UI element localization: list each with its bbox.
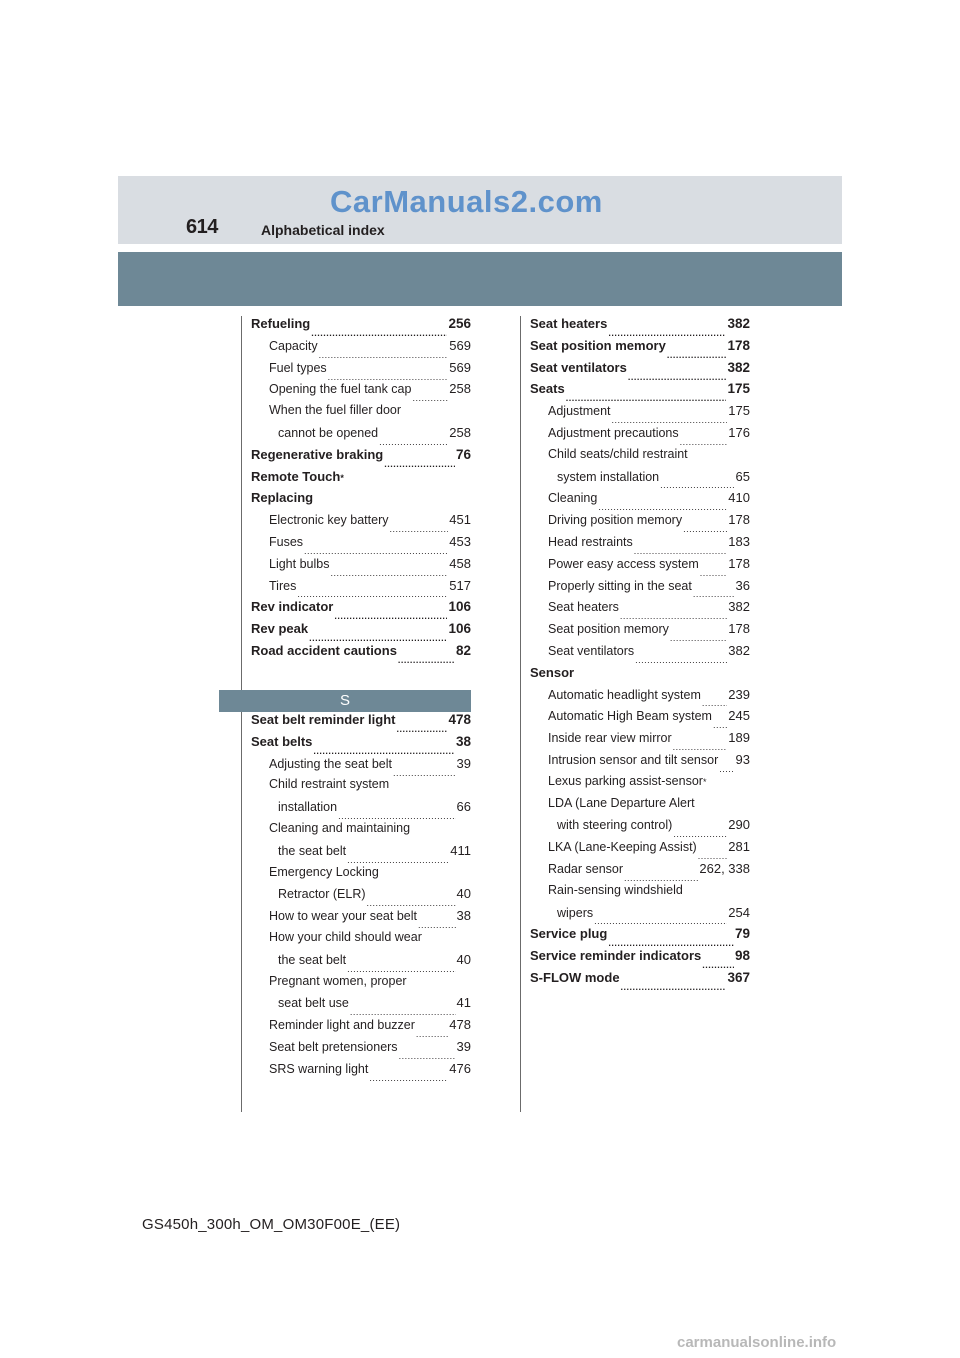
index-entry-page: 175 bbox=[727, 381, 750, 397]
index-entry bbox=[251, 381, 471, 403]
index-entry-term: system installation bbox=[557, 469, 660, 484]
index-entry-page: 258 bbox=[449, 424, 471, 440]
index-entry-term: Fuel types bbox=[269, 360, 327, 375]
dot-leader bbox=[598, 502, 727, 512]
dot-leader bbox=[398, 655, 455, 665]
index-entry-page: 65 bbox=[735, 468, 750, 484]
index-entry-page: 256 bbox=[448, 316, 471, 331]
dot-leader bbox=[634, 546, 728, 556]
index-entry-term: Cleaning bbox=[548, 491, 598, 506]
index-entry-page: 98 bbox=[734, 948, 750, 964]
index-entry-term: Seat ventilators bbox=[548, 643, 635, 658]
index-entry-page: 239 bbox=[728, 686, 750, 702]
index-entry bbox=[251, 643, 471, 665]
index-entry-term: Radar sensor bbox=[548, 861, 624, 876]
index-entry-term: How your child should wear bbox=[269, 929, 422, 944]
index-entry-page: 106 bbox=[448, 599, 471, 615]
index-entry-term: How to wear your seat belt bbox=[269, 909, 417, 924]
index-entry bbox=[530, 381, 750, 403]
index-entry-page: 178 bbox=[728, 621, 750, 637]
index-entry-term: LKA (Lane-Keeping Assist) bbox=[548, 840, 697, 855]
index-entry-term: cannot be opened bbox=[278, 425, 379, 440]
dot-leader bbox=[628, 372, 727, 382]
index-entry-term: Replacing bbox=[251, 490, 314, 506]
index-entry bbox=[530, 687, 750, 709]
index-entry bbox=[251, 316, 471, 338]
dot-leader bbox=[683, 524, 727, 534]
index-entry bbox=[251, 425, 471, 447]
dot-leader bbox=[390, 524, 449, 534]
index-entry-term: Rain-sensing windshield bbox=[548, 882, 683, 897]
index-entry bbox=[530, 469, 750, 491]
index-entry-term: wipers bbox=[557, 905, 594, 920]
index-entry bbox=[251, 712, 471, 734]
index-entry bbox=[251, 777, 471, 799]
right-column-rule bbox=[520, 316, 521, 1112]
index-entry-term: Light bulbs bbox=[269, 556, 330, 571]
index-entry-term: Seat heaters bbox=[530, 316, 608, 331]
index-entry: Lexus parking assist-sensor * bbox=[548, 773, 707, 788]
index-entry-term: Refueling bbox=[251, 316, 311, 331]
index-entry-term: Intrusion sensor and tilt sensor bbox=[548, 752, 719, 767]
index-entry-term: the seat belt bbox=[278, 952, 347, 967]
index-entry bbox=[251, 534, 471, 556]
index-entry bbox=[251, 556, 471, 578]
index-entry bbox=[251, 512, 471, 534]
dot-leader bbox=[330, 568, 448, 578]
index-entry bbox=[251, 843, 471, 865]
index-entry bbox=[251, 599, 471, 621]
index-entry bbox=[530, 708, 750, 730]
dot-leader bbox=[347, 964, 455, 974]
index-entry bbox=[251, 821, 471, 843]
index-entry-page: 66 bbox=[456, 799, 471, 815]
dot-leader bbox=[416, 1029, 448, 1039]
dot-leader bbox=[297, 589, 448, 599]
index-entry bbox=[251, 799, 471, 821]
section-letter-bar: S bbox=[219, 690, 471, 712]
dot-leader bbox=[713, 720, 727, 730]
index-entry bbox=[530, 316, 750, 338]
index-entry-page: 262, 338 bbox=[699, 860, 750, 876]
index-entry-term: Sensor bbox=[530, 664, 575, 680]
index-entry-term: the seat belt bbox=[278, 843, 347, 858]
index-entry bbox=[251, 403, 471, 425]
index-entry-page: 38 bbox=[456, 908, 471, 924]
page-number: 614 bbox=[186, 216, 218, 238]
index-entry-term: Adjustment precautions bbox=[548, 425, 679, 440]
index-entry-term: Seat belts bbox=[251, 733, 313, 749]
index-entry-term: LDA (Lane Departure Alert bbox=[548, 795, 695, 810]
dot-leader bbox=[412, 393, 448, 403]
index-entry-term: seat belt use bbox=[278, 996, 349, 1011]
index-entry bbox=[251, 995, 471, 1017]
index-entry bbox=[530, 905, 750, 927]
dot-leader bbox=[594, 916, 727, 926]
index-entry-term: Automatic High Beam system bbox=[548, 709, 712, 724]
index-entry bbox=[530, 817, 750, 839]
index-entry bbox=[251, 447, 471, 469]
dot-leader bbox=[399, 1051, 456, 1061]
index-entry bbox=[251, 338, 471, 360]
index-entry bbox=[530, 403, 750, 425]
index-entry-page: 245 bbox=[728, 708, 750, 724]
watermark-logo: CarManuals2.com bbox=[330, 184, 603, 219]
dot-leader bbox=[347, 855, 449, 865]
dot-leader bbox=[700, 568, 728, 578]
dot-leader bbox=[621, 982, 727, 992]
dot-leader bbox=[702, 960, 734, 970]
index-entry bbox=[530, 861, 750, 883]
index-entry bbox=[530, 512, 750, 534]
index-entry-page: 382 bbox=[728, 599, 750, 615]
index-entry-page: 40 bbox=[456, 886, 471, 902]
index-entry bbox=[530, 883, 750, 905]
index-entry-term: with steering control) bbox=[557, 818, 673, 833]
index-entry bbox=[251, 952, 471, 974]
index-entry-term: S-FLOW mode bbox=[530, 969, 620, 985]
dot-leader bbox=[680, 437, 728, 447]
index-entry-term: Lexus parking assist-sensor bbox=[548, 773, 703, 788]
index-entry-term: Properly sitting in the seat bbox=[548, 578, 692, 593]
index-entry-page: 382 bbox=[728, 642, 750, 658]
index-entry-page: 189 bbox=[728, 730, 750, 746]
index-entry-term: Seat position memory bbox=[530, 337, 666, 353]
index-entry: Remote Touch * bbox=[251, 468, 344, 484]
index-entry-page: 176 bbox=[728, 424, 750, 440]
dot-leader bbox=[719, 764, 734, 774]
index-entry-page: 458 bbox=[449, 555, 471, 571]
index-entry bbox=[530, 796, 750, 818]
index-entry-term: Power easy access system bbox=[548, 556, 699, 571]
index-entry-page: 93 bbox=[735, 751, 750, 767]
index-entry bbox=[251, 908, 471, 930]
dot-leader bbox=[304, 546, 448, 556]
index-entry-term: Fuses bbox=[269, 534, 304, 549]
index-entry-term: Tires bbox=[269, 578, 297, 593]
index-entry bbox=[530, 948, 750, 970]
index-entry-term: SRS warning light bbox=[269, 1061, 369, 1076]
index-entry-term: When the fuel filler door bbox=[269, 403, 402, 418]
index-entry-page: 451 bbox=[449, 512, 471, 528]
index-entry-term: Child restraint system bbox=[269, 777, 390, 792]
index-entry-page: 254 bbox=[728, 904, 750, 920]
index-entry-term: Seat belt reminder light bbox=[251, 712, 396, 727]
index-entry-page: 411 bbox=[450, 842, 471, 858]
dot-leader bbox=[328, 372, 449, 382]
index-entry bbox=[251, 1061, 471, 1083]
index-column-left-top bbox=[251, 316, 471, 665]
index-entry-page: 281 bbox=[728, 839, 750, 855]
header-color-bar bbox=[118, 252, 842, 306]
index-entry-term: Child seats/child restraint bbox=[548, 446, 688, 461]
index-entry-term: Adjustment bbox=[548, 404, 611, 419]
index-entry-page: 39 bbox=[456, 1038, 471, 1054]
left-column-rule bbox=[241, 316, 242, 1112]
dot-leader bbox=[620, 611, 727, 621]
index-entry-page: 38 bbox=[455, 733, 471, 749]
index-entry-term: Driving position memory bbox=[548, 513, 683, 528]
index-entry bbox=[530, 752, 750, 774]
index-entry-page: 82 bbox=[455, 642, 471, 658]
index-entry bbox=[251, 734, 471, 756]
index-entry bbox=[251, 490, 471, 512]
index-entry bbox=[251, 578, 471, 600]
index-entry-term: Reminder light and buzzer bbox=[269, 1018, 415, 1033]
index-column-right bbox=[530, 316, 750, 992]
index-entry bbox=[530, 621, 750, 643]
index-entry bbox=[530, 665, 750, 687]
index-entry-page: 453 bbox=[449, 533, 471, 549]
index-entry-term: Service reminder indicators bbox=[530, 948, 702, 964]
index-entry-page: 36 bbox=[735, 577, 750, 593]
index-entry-page: 175 bbox=[728, 403, 750, 419]
index-entry-page: 382 bbox=[727, 359, 750, 375]
index-entry-term: Seats bbox=[530, 381, 565, 397]
dot-leader bbox=[693, 589, 735, 599]
index-entry-term: Inside rear view mirror bbox=[548, 731, 672, 746]
dot-leader bbox=[673, 829, 727, 839]
index-entry-term: Capacity bbox=[269, 338, 318, 353]
dot-leader bbox=[418, 920, 456, 930]
index-entry bbox=[530, 643, 750, 665]
index-entry-term: Seat position memory bbox=[548, 622, 669, 637]
index-entry bbox=[530, 338, 750, 360]
dot-leader bbox=[608, 938, 734, 948]
index-entry-page: 178 bbox=[727, 337, 750, 353]
index-entry-page: 178 bbox=[728, 512, 750, 528]
index-entry-page: 290 bbox=[728, 817, 750, 833]
index-entry-term: Remote Touch bbox=[251, 468, 341, 484]
index-entry-page: 106 bbox=[448, 621, 471, 637]
index-entry-term: Head restraints bbox=[548, 534, 633, 549]
index-entry bbox=[251, 756, 471, 778]
dot-leader bbox=[624, 873, 698, 883]
index-entry-term: Seat ventilators bbox=[530, 359, 627, 375]
watermark-footer: carmanualsonline.info bbox=[677, 1334, 837, 1351]
index-entry bbox=[251, 1017, 471, 1039]
index-entry-term: Rev indicator bbox=[251, 599, 334, 615]
dot-leader bbox=[670, 633, 727, 643]
index-entry-page: 76 bbox=[455, 446, 471, 462]
index-entry bbox=[530, 599, 750, 621]
index-entry-term: Regenerative braking bbox=[251, 446, 384, 462]
index-entry-page: 178 bbox=[728, 555, 750, 571]
index-entry bbox=[251, 621, 471, 643]
dot-leader bbox=[338, 811, 455, 821]
index-entry bbox=[530, 534, 750, 556]
index-entry bbox=[251, 1039, 471, 1061]
index-entry-page: 517 bbox=[449, 577, 471, 593]
dot-leader bbox=[698, 851, 728, 861]
index-entry bbox=[530, 490, 750, 512]
dot-leader bbox=[369, 1073, 448, 1083]
index-entry bbox=[530, 360, 750, 382]
index-entry bbox=[251, 865, 471, 887]
dot-leader bbox=[667, 350, 727, 360]
index-entry-term: Seat belt pretensioners bbox=[269, 1039, 398, 1054]
dot-leader bbox=[702, 698, 727, 708]
index-entry-page: 39 bbox=[456, 755, 471, 771]
dot-leader bbox=[566, 393, 727, 403]
dot-leader bbox=[350, 1007, 456, 1017]
index-entry-term: Automatic headlight system bbox=[548, 687, 701, 702]
dot-leader bbox=[334, 611, 447, 621]
index-entry-term: Rev peak bbox=[251, 621, 309, 637]
index-entry-page: 258 bbox=[449, 381, 471, 397]
index-entry-term: Road accident cautions bbox=[251, 642, 397, 658]
index-entry-page: 79 bbox=[734, 926, 750, 942]
dot-leader bbox=[309, 633, 447, 643]
index-entry-term: Pregnant women, proper bbox=[269, 973, 407, 988]
document-code: GS450h_300h_OM_OM30F00E_(EE) bbox=[142, 1216, 401, 1233]
index-entry-term: Adjusting the seat belt bbox=[269, 756, 392, 771]
index-column-left-s bbox=[251, 712, 471, 1083]
index-entry-page: 41 bbox=[456, 995, 471, 1011]
index-entry bbox=[530, 578, 750, 600]
dot-leader bbox=[635, 655, 727, 665]
index-entry-term: Emergency Locking bbox=[269, 864, 379, 879]
index-entry-page: 569 bbox=[449, 359, 471, 375]
index-entry bbox=[530, 926, 750, 948]
index-entry bbox=[251, 930, 471, 952]
dot-leader bbox=[311, 328, 447, 338]
dot-leader bbox=[612, 415, 728, 425]
index-entry bbox=[530, 730, 750, 752]
index-entry bbox=[530, 839, 750, 861]
dot-leader bbox=[379, 437, 448, 447]
index-entry-term: Opening the fuel tank cap bbox=[269, 382, 412, 397]
index-entry bbox=[251, 360, 471, 382]
index-entry-page: 183 bbox=[728, 533, 750, 549]
dot-leader bbox=[313, 746, 455, 756]
index-entry-page: 382 bbox=[727, 316, 750, 331]
dot-leader bbox=[393, 768, 456, 778]
index-entry-term: Service plug bbox=[530, 926, 608, 942]
dot-leader bbox=[660, 480, 734, 490]
index-entry-page: 569 bbox=[449, 337, 471, 353]
index-entry bbox=[251, 886, 471, 908]
index-entry-term: installation bbox=[278, 800, 338, 815]
index-entry-term: Seat heaters bbox=[548, 600, 619, 615]
index-entry bbox=[530, 556, 750, 578]
index-entry bbox=[251, 974, 471, 996]
index-entry-term: Cleaning and maintaining bbox=[269, 820, 411, 835]
index-entry-term: Retractor (ELR) bbox=[278, 887, 366, 902]
index-entry bbox=[530, 970, 750, 992]
index-entry bbox=[530, 425, 750, 447]
index-entry-page: 478 bbox=[448, 712, 471, 727]
index-entry-page: 478 bbox=[449, 1017, 471, 1033]
index-entry-page: 367 bbox=[727, 969, 750, 985]
index-entry-page: 410 bbox=[728, 490, 750, 506]
dot-leader bbox=[319, 350, 449, 360]
dot-leader bbox=[396, 724, 447, 734]
index-entry-page: 40 bbox=[456, 951, 471, 967]
dot-leader bbox=[608, 328, 726, 338]
dot-leader bbox=[384, 459, 455, 469]
index-entry bbox=[530, 447, 750, 469]
index-entry-page: 476 bbox=[449, 1060, 471, 1076]
dot-leader bbox=[673, 742, 728, 752]
section-title: Alphabetical index bbox=[261, 222, 385, 238]
index-entry-term: Electronic key battery bbox=[269, 513, 389, 528]
dot-leader bbox=[367, 898, 456, 908]
